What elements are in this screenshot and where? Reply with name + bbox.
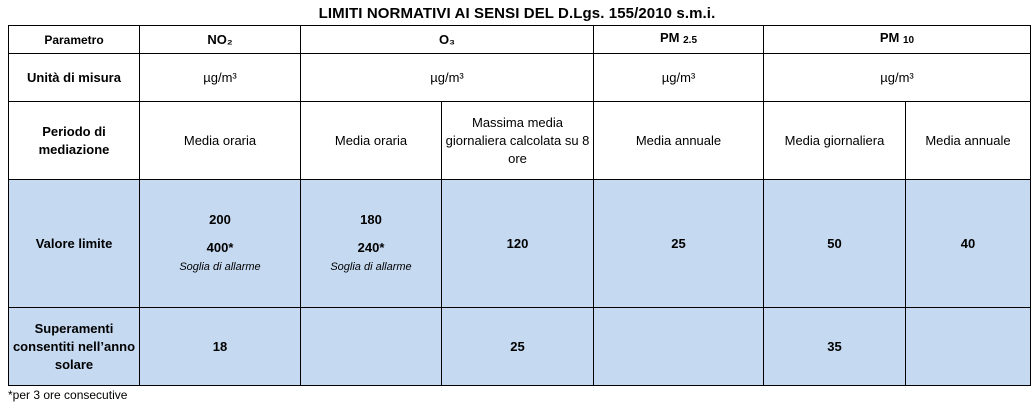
exceedance-o3-8h-cell: 25: [442, 308, 594, 386]
unit-row: [9, 54, 1031, 102]
header-no2-cell: NO₂: [140, 26, 301, 54]
limit-pm25-cell: 25: [594, 180, 764, 308]
limit-o3-hourly-cell: [301, 180, 442, 308]
pm25-label: PM: [659, 30, 680, 45]
limit-pm10-daily-cell: 50: [764, 180, 906, 308]
limit-o3-value: 180: [360, 212, 382, 227]
exceedance-row: [9, 308, 1031, 386]
exceedance-pm25-cell: [594, 308, 764, 386]
pm10-subscript: 10: [903, 35, 915, 46]
period-row: [9, 102, 1031, 180]
limits-table: [8, 25, 1031, 386]
unit-pm10-cell: µg/m³: [764, 54, 1031, 102]
period-pm10-annual-cell: Media annuale: [906, 102, 1031, 180]
header-row: [9, 26, 1031, 54]
period-o3-hourly-cell: Media oraria: [301, 102, 442, 180]
exceedance-o3-hourly-cell: [301, 308, 442, 386]
unit-no2-cell: µg/m³: [140, 54, 301, 102]
limit-no2-value: 200: [209, 212, 231, 227]
limit-o3-alarm: 240*: [357, 240, 385, 255]
header-pm10-cell: [764, 26, 1031, 54]
pm25-subscript: 2.5: [683, 35, 698, 46]
limit-o3-alarm-note: Soglia di allarme: [330, 261, 412, 273]
table-title: LIMITI NORMATIVI AI SENSI DEL D.Lgs. 155/2010 s.m.i.: [318, 5, 716, 22]
period-no2-cell: Media oraria: [140, 102, 301, 180]
limit-o3-8h-cell: 120: [442, 180, 594, 308]
period-pm10-daily-cell: Media giornaliera: [764, 102, 906, 180]
exceedance-label-cell: Superamenti consentiti nell’anno solare: [9, 308, 140, 386]
header-o3-cell: O₃: [301, 26, 594, 54]
limit-no2-alarm-note: Soglia di allarme: [179, 261, 261, 273]
period-label-cell: Periodo di mediazione: [9, 102, 140, 180]
period-pm25-cell: Media annuale: [594, 102, 764, 180]
header-parameter-cell: Parametro: [9, 26, 140, 54]
exceedance-pm10-daily-cell: 35: [764, 308, 906, 386]
unit-pm25-cell: µg/m³: [594, 54, 764, 102]
unit-o3-cell: µg/m³: [301, 54, 594, 102]
header-pm25-cell: [594, 26, 764, 54]
limit-row: [9, 180, 1031, 308]
exceedance-no2-cell: 18: [140, 308, 301, 386]
limit-pm10-annual-cell: 40: [906, 180, 1031, 308]
pm10-label: PM: [879, 30, 900, 45]
period-o3-8h-cell: Massima media giornaliera calcolata su 8 ore: [442, 102, 594, 180]
exceedance-pm10-annual-cell: [906, 308, 1031, 386]
footnote: *per 3 ore consecutive: [8, 388, 128, 402]
limit-label-cell: Valore limite: [9, 180, 140, 308]
limit-no2-alarm: 400*: [206, 240, 234, 255]
unit-label-cell: Unità di misura: [9, 54, 140, 102]
limit-no2-cell: [140, 180, 301, 308]
